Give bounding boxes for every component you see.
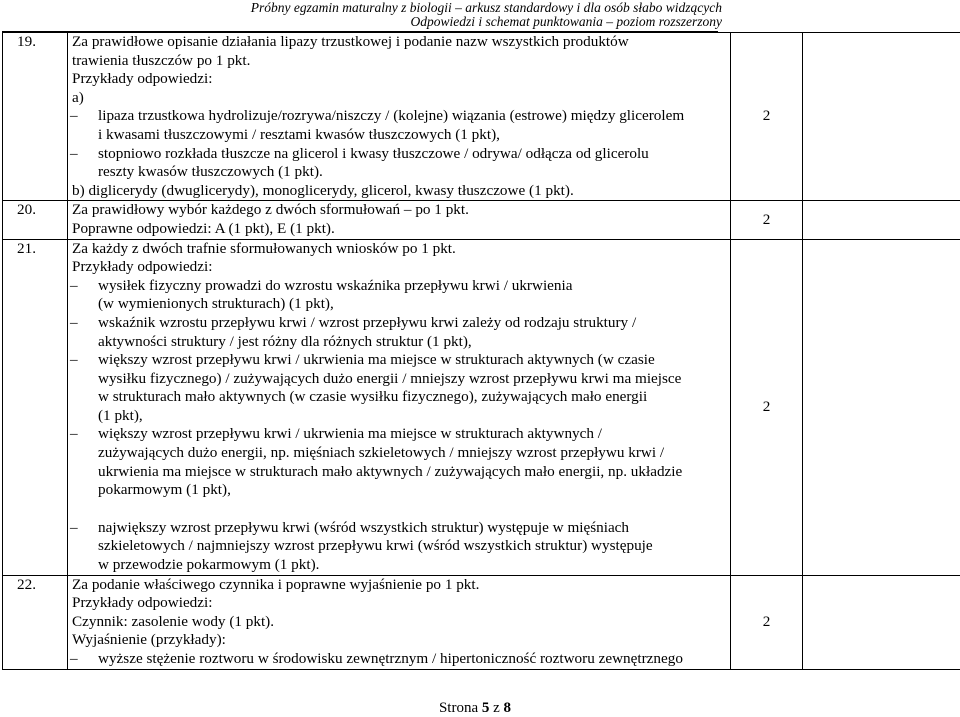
q22-item-1: – wyższe stężenie roztworu w środowisku zewnętrznym / hipertoniczność roztworu zewnętrznego: [70, 650, 683, 667]
q22-row: [3, 575, 960, 669]
q19-intro-line1: Za prawidłowe opisanie działania lipazy trzustkowej i podanie nazw wszystkich produktów: [72, 33, 629, 50]
q20-notes-cell: [803, 201, 960, 239]
q22-content: Za podanie właściwego czynnika i poprawne wyjaśnienie po 1 pkt. Przykłady odpowiedzi: Czynnik: zasolenie wody (1 pkt). Wyjaśnienie (przykłady): – wyższe stężenie roztworu w środowisku zewnętrznym / hipertoniczność roztworu zewnętrznego: [68, 575, 731, 669]
dash-bullet: –: [70, 518, 78, 536]
q19-row: [3, 33, 960, 201]
q19-a-item-2: – stopniowo rozkłada tłuszcze na glicerol i kwasy tłuszczowe / odrywa/ odłącza od glicerolu reszty kwasów tłuszczowych (1 pkt).: [70, 144, 649, 181]
q19-part-b: b) diglicerydy (dwuglicerydy), monoglicerydy, glicerol, kwasy tłuszczowe (1 pkt).: [72, 181, 574, 199]
q21-number: 21.: [3, 239, 68, 575]
q21-item-5: – największy wzrost przepływu krwi (wśród wszystkich struktur) występuje w mięśniach szkieletowych / najmniejszy wzrost przepływu krwi (wśród wszystkich struktur) występuje w przewodzie pokarmowym (1 pkt).: [70, 518, 653, 574]
header-subtitle: Odpowiedzi i schemat punktowania – poziom rozszerzony: [410, 14, 722, 29]
q19-number: 19.: [3, 33, 68, 201]
dash-bullet: –: [70, 351, 78, 369]
q21-item-1: – wysiłek fizyczny prowadzi do wzrostu wskaźnika przepływu krwi / ukrwienia (w wymienionych strukturach) (1 pkt),: [70, 276, 573, 313]
dash-bullet: –: [70, 425, 78, 443]
q19-content: [68, 33, 731, 201]
q20-row: [3, 201, 960, 239]
q21-row: [3, 239, 960, 575]
dash-bullet: –: [70, 144, 78, 162]
header-title: Próbny egzamin maturalny z biologii – arkusz standardowy i dla osób słabo widzących: [250, 0, 722, 15]
dash-bullet: –: [70, 313, 78, 331]
q21-content: Za każdy z dwóch trafnie sformułowanych wniosków po 1 pkt. Przykłady odpowiedzi: – wysiłek fizyczny prowadzi do wzrostu wskaźnika przepływu krwi / ukrwienia (w wymienionych strukturach) (1 pkt), – wskaźnik wzrostu przepływu krwi / wzrost przepływu krwi zależy od rodzaju struktury / aktywności struktury / jest różny dla różnych struktur (1 pkt), – większy wzrost przepływu krwi / ukrwienia ma miejsce w strukturach aktywnych (w czasie wysiłku fizycznego) / zużywających dużo energii / mniejszy wzrost przepływu krwi ma miejsce w strukturach mało aktywnych (w czasie wysiłku fizycznego), zużywających mało energii (1 pkt), – większy wzrost przepływu krwi / ukrwienia ma miejsce w strukturach aktywnych / zużywających dużo energii, np. mięśniach szkieletowych / mniejszy wzrost przepływu krwi / ukrwienia ma miejsce w strukturach mało aktywnych / zużywających mało energii, np. układzie pokarmowym (1 pkt), – największy wzrost przepływu krwi (wśród wszystkich struktur) występuje w mięśniach szkieletowych / najmniejszy wzrost przepływu krwi (wśród wszystkich struktur) występuje w przewodzie pokarmowym (1 pkt).: [68, 239, 731, 575]
q19-intro-line2: trawienia tłuszczów po 1 pkt.: [72, 51, 251, 69]
dash-bullet: –: [70, 107, 78, 125]
total-pages: 8: [503, 700, 512, 716]
current-page: 5: [481, 700, 490, 716]
q19-notes-cell: [803, 33, 960, 201]
q21-item-3: – większy wzrost przepływu krwi / ukrwienia ma miejsce w strukturach aktywnych (w czasie wysiłku fizycznego) / zużywających dużo energii / mniejszy wzrost przepływu krwi ma miejsce w strukturach mało aktywnych (w czasie wysiłku fizycznego), zużywających mało energii (1 pkt),: [70, 351, 682, 424]
answer-key-table: [2, 32, 960, 670]
dash-bullet: –: [70, 276, 78, 294]
q20-points: 2: [731, 201, 803, 239]
page-footer: Strona 5 z 8: [438, 700, 512, 716]
q22-notes-cell: [803, 575, 960, 669]
q19-examples-label: Przykłady odpowiedzi:: [72, 70, 213, 88]
q20-number: 20.: [3, 201, 68, 239]
q20-content: Za prawidłowy wybór każdego z dwóch sformułowań – po 1 pkt. Poprawne odpowiedzi: A (1 pkt), E (1 pkt).: [68, 201, 731, 239]
dash-bullet: –: [70, 650, 78, 667]
q19-points: 2: [731, 33, 803, 201]
q21-notes-cell: [803, 239, 960, 575]
q21-points: 2: [731, 239, 803, 575]
q21-item-4: – większy wzrost przepływu krwi / ukrwienia ma miejsce w strukturach aktywnych / zużywających dużo energii, np. mięśniach szkieletowych / mniejszy wzrost przepływu krwi / ukrwienia ma miejsce w strukturach mało aktywnych / zużywających mało energii, np. układzie pokarmowym (1 pkt),: [70, 425, 683, 499]
q22-number: 22.: [3, 575, 68, 669]
q19-a-item-1: – lipaza trzustkowa hydrolizuje/rozrywa/niszczy / (kolejne) wiązania (estrowe) między glicerolem i kwasami tłuszczowymi / resztami kwasów tłuszczowych (1 pkt),: [70, 107, 685, 143]
q21-item-2: – wskaźnik wzrostu przepływu krwi / wzrost przepływu krwi zależy od rodzaju struktury / aktywności struktury / jest różny dla różnych struktur (1 pkt),: [70, 313, 637, 350]
q22-points: 2: [731, 575, 803, 669]
q19-part-a: a): [72, 88, 84, 106]
